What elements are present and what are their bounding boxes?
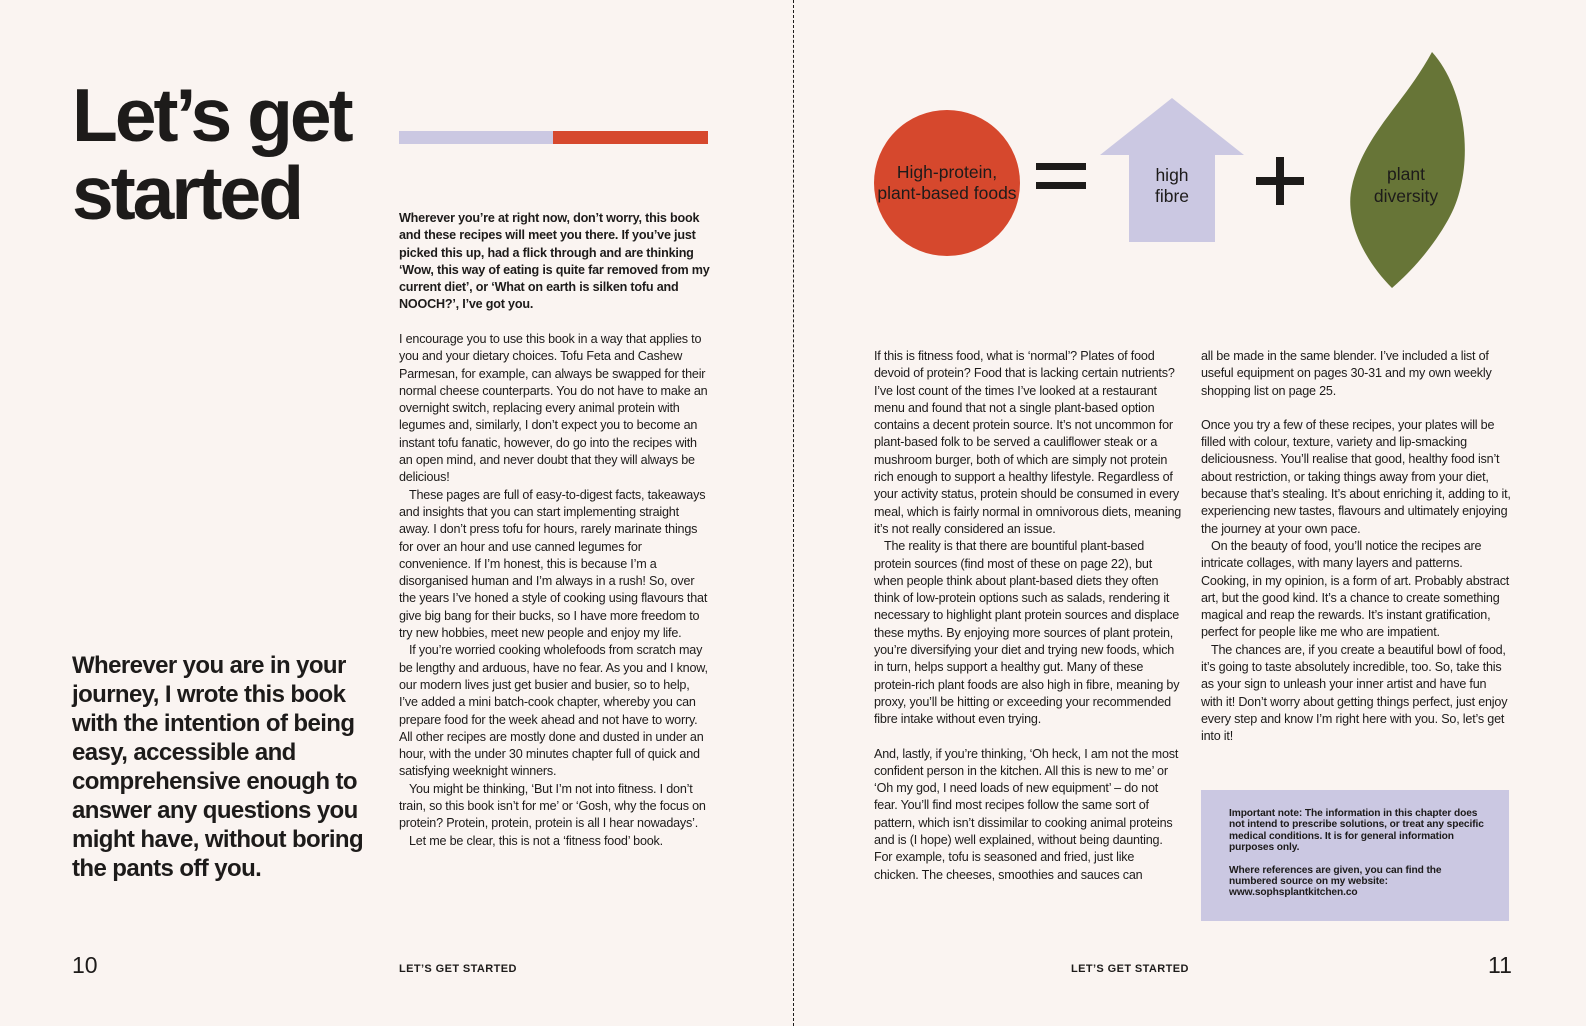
arrow-label-text: high fibre [1154,165,1190,206]
body-paragraph: You might be thinking, ‘But I’m not into fitness. I don’t train, so this book isn’t for me’ or ‘Gosh, why the focus on protein? Protein, protein, protein is all I hear nowadays’. [399,781,706,831]
pull-quote: Wherever you are in your journey, I wrote this book with the intention of being easy, accessible and comprehensive enough to answer any questions you might have, without boring the pants off you. [72,652,364,882]
body-paragraph: I encourage you to use this book in a way that applies to you and your dietary choices. Tofu Feta and Cashew Parmesan, for example, can always be swapped for their normal cheese counterparts. You do not have to make an overnight switch, replacing every animal protein with legumes and, similarly, I don’t expect you to become an instant tofu fanatic, however, do go into the recipes with an open mind, and never doubt that they will always be delicious! [399,332,708,485]
body-paragraph: These pages are full of easy-to-digest facts, takeaways and insights that you can start implementing straight away. I don’t press tofu for hours, rarely marinate things for over an hour and use canned legumes for convenience. If I’m honest, this is because I’m a disorganised human and I’m always in a rush! So, over the years I’ve honed a style of cooking using flavours that give big bang for their bucks, so I have more freedom to try new hobbies, meet new people and enjoy my life. [399,487,708,641]
important-note-box [1201,790,1509,921]
page-number-left: 10 [72,952,98,978]
body-paragraph: The chances are, if you create a beautiful bowl of food, it’s going to taste absolutely incredible, too. So, take this as your sign to unleash your inner artist and have fun with it! Don’t worry about getting things perfect, just enjoy every step and know I’m right here with you. So, let’s get into it! [1201,642,1508,744]
protein-circle [874,110,1020,256]
title-line-1: Let’s get [72,73,351,157]
note-text: Important note: The information in this chapter does not intend to prescribe solutions, or treat any specific medical conditions. It is for general information purposes only. [1229,808,1484,854]
body-paragraph: And, lastly, if you’re thinking, ‘Oh heck, I am not the most confident person in the kitchen. All this is new to me’ or ‘Oh my god, I need loads of new equipment’ – do not fear. You’ll find most recipes follow the same sort of pattern, which isn’t dissimilar to cooking animal proteins and is (I hope) well explained, without being daunting. For example, tofu is seasoned and fried, just like chicken. The cheeses, smoothies and sauces can [874,746,1179,882]
title-line-2: started [72,151,302,235]
leaf-label-text: plant diversity [1373,164,1439,206]
note-references: Where references are given, you can find the numbered source on my website: www.sophsplantkitchen.co [1229,864,1442,899]
accent-bar-red [553,131,708,144]
running-head-left: LET’S GET STARTED [399,963,517,975]
body-paragraph: On the beauty of food, you’ll notice the recipes are intricate collages, with many layers and patterns. Cooking, in my opinion, is a form of art. Probably abstract art, but the good kind. It’s a chance to create something magical and reap the rewards. It’s instant gratification, perfect for people like me who are impatient. [1201,538,1510,640]
page-number-right: 11 [1488,952,1512,978]
right-body-column-2 [1201,348,1511,746]
body-paragraph: all be made in the same blender. I’ve included a list of useful equipment on pages 30-31 and my own weekly shopping list on page 25. [1201,349,1492,398]
running-head-right: LET’S GET STARTED [1071,963,1189,975]
intro-paragraph: Wherever you’re at right now, don’t worry, this book and these recipes will meet you there. If you’ve just picked this up, had a flick through and are thinking ‘Wow, this way of eating is quite far removed from my current diet’, or ‘What on earth is silken tofu and NOOCH?’, I’ve got you. [399,211,710,312]
plus-sign [1256,157,1304,205]
accent-bar-lavender [399,131,553,144]
page-spine-divider [793,0,794,1026]
body-paragraph: Let me be clear, this is not a ‘fitness food’ book. [409,833,663,848]
leaf-label [1350,163,1462,207]
body-paragraph: Once you try a few of these recipes, your plates will be filled with colour, texture, variety and lip-smacking deliciousness. You’ll realise that good, healthy food isn’t about restriction, or taking things away from your diet, because that’s stealing. It’s about enriching it, adding to it, experiencing new tastes, flavours and ultimately enjoying the journey at your own pace. [1201,417,1511,536]
circle-label: High-protein, plant-based foods [877,162,1017,203]
body-paragraph: If this is fitness food, what is ‘normal’? Plates of food devoid of protein? Food that is lacking certain nutrients? I’ve lost count of the times I’ve looked at a restaurant menu and found that not a single plant-based option contains a decent protein source. It’s not uncommon for plant-based folk to be served a cauliflower steak or a mushroom burger, both of which are simply not protein rich enough to support a healthy lifestyle. Regardless of your activity status, protein should be consumed in every meal, which is fairly normal in omnivorous diets, meaning it’s not really considered an issue. [874,349,1182,536]
equals-sign [1036,163,1086,201]
left-body-column [399,331,711,850]
body-paragraph: If you’re worried cooking wholefoods from scratch may be lengthy and arduous, have no fear. As you and I know, our modern lives just get busier and busier, so to help, I’ve added a mini batch-cook chapter, whereby you can prepare food for the week ahead and not have to worry. All other recipes are mostly done and dusted in under an hour, with the under 30 minutes chapter full of quick and satisfying weeknight winners. [399,643,708,779]
right-body-column-1 [874,348,1182,884]
body-paragraph: The reality is that there are bountiful plant-based protein sources (find most of these on page 22), but when people think about plant-based diets they often think of low-protein options such as salads, rendering it necessary to highlight plant protein sources and displace these myths. By enjoying more sources of plant protein, you’re diversifying your diet and trying new foods, which in turn, helps support a healthy gut. Many of these protein-rich plant foods are also high in fibre, meaning by proxy, you’ll be hitting or exceeding your recommended fibre intake without even trying. [874,539,1180,727]
page-title [72,73,392,235]
arrow-label [1100,165,1244,207]
accent-bar [399,131,708,144]
